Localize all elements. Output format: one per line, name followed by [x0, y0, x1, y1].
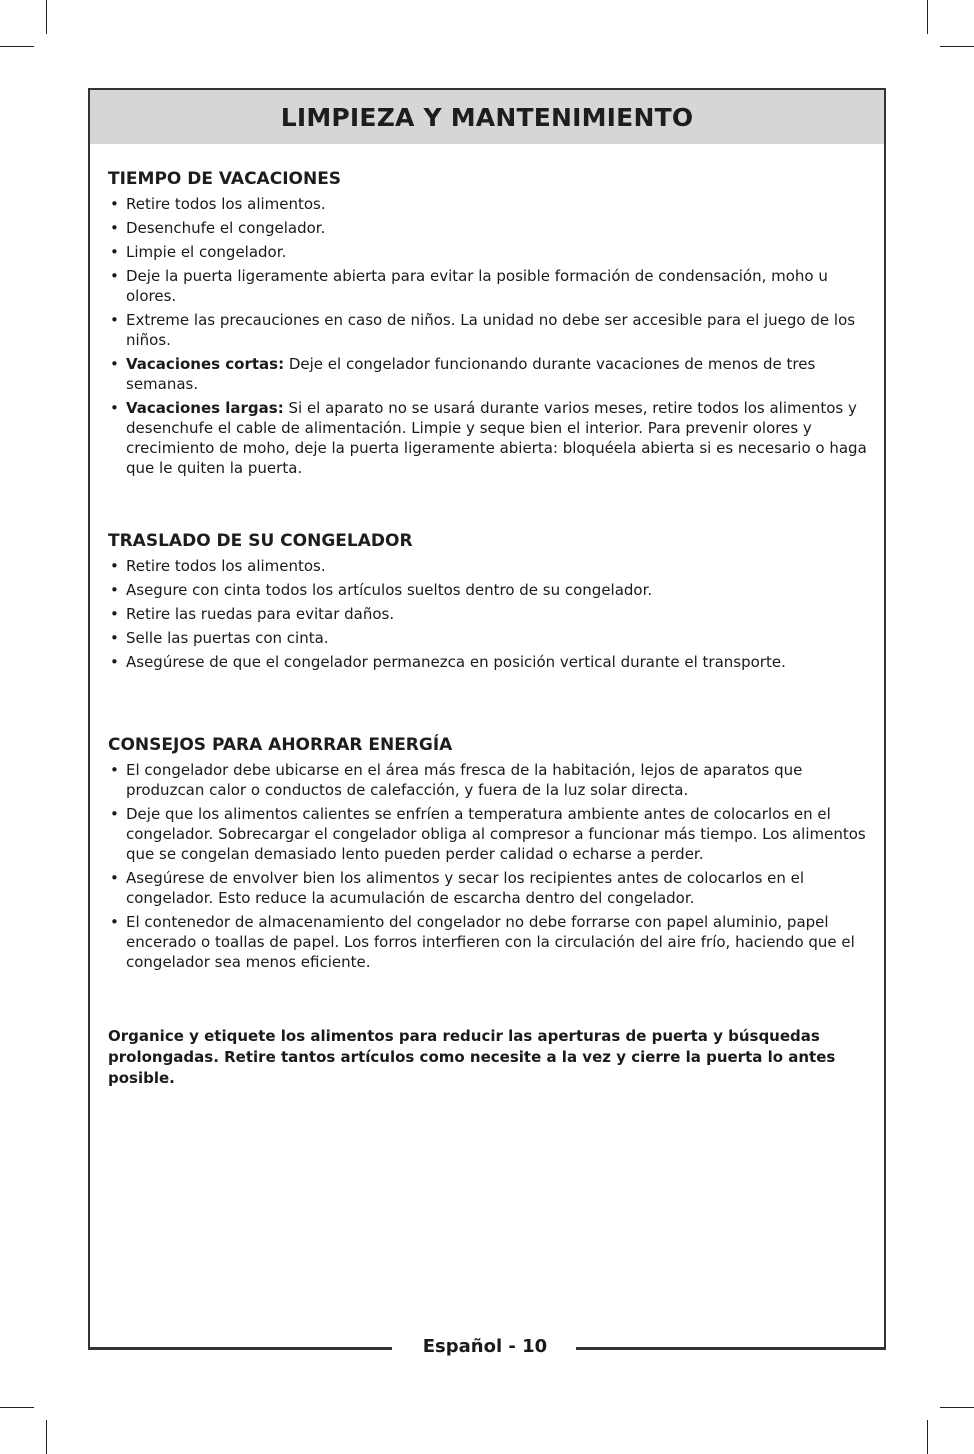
item-text: El congelador debe ubicarse en el área más fresca de la habitación, lejos de aparatos que produzcan calor o conductos de calefacción, y fuera de la luz solar directa.: [126, 761, 803, 799]
item-text: Retire todos los alimentos.: [126, 195, 326, 213]
crop-mark: [46, 0, 47, 34]
crop-mark: [927, 0, 928, 34]
footer-rule-left: [88, 1347, 392, 1350]
section-traslado: [108, 530, 870, 676]
item-text: El contenedor de almacenamiento del congelador no debe forrarse con papel aluminio, papel encerado o toallas de papel. Los forros interfieren con la circulación del aire frío, haciendo que el congelador sea menos eficiente.: [126, 913, 855, 971]
item-lead: Vacaciones cortas:: [126, 355, 285, 373]
list-item: [108, 556, 870, 576]
item-text: Selle las puertas con cinta.: [126, 629, 329, 647]
list-item: [108, 398, 870, 478]
section-heading: CONSEJOS PARA AHORRAR ENERGÍA: [108, 735, 453, 755]
page-title: LIMPIEZA Y MANTENIMIENTO: [280, 102, 694, 132]
list-item: [108, 804, 870, 864]
list-item: [108, 354, 870, 394]
item-lead: Vacaciones largas:: [126, 399, 284, 417]
crop-mark: [0, 1407, 34, 1408]
list-item: [108, 194, 870, 214]
page-frame: [88, 88, 886, 1350]
section-energia: [108, 734, 870, 976]
list-item: [108, 868, 870, 908]
item-text: Retire todos los alimentos.: [126, 557, 326, 575]
bullet-list: [108, 556, 870, 672]
list-item: [108, 580, 870, 600]
crop-mark: [940, 1407, 974, 1408]
list-item: [108, 310, 870, 350]
item-text: Extreme las precauciones en caso de niños. La unidad no debe ser accesible para el juego de los niños.: [126, 311, 856, 349]
list-item: [108, 604, 870, 624]
header-band: [90, 90, 884, 144]
item-text: Deje que los alimentos calientes se enfríen a temperatura ambiente antes de colocarlos en el congelador. Sobrecargar el congelador obliga al compresor a funcionar más tiempo. Los alimentos que se congelan demasiado lento pueden perder calidad o echarse a perder.: [126, 805, 866, 863]
list-item: [108, 652, 870, 672]
item-text: Deje el congelador funcionando durante vacaciones de menos de tres semanas.: [126, 355, 816, 393]
crop-mark: [927, 1420, 928, 1454]
energy-tip: Organice y etiquete los alimentos para reducir las aperturas de puerta y búsquedas prolongadas. Retire tantos artículos como necesite a la vez y cierre la puerta lo antes posible.: [108, 1027, 836, 1087]
section-vacaciones: [108, 168, 870, 482]
list-item: [108, 628, 870, 648]
list-item: [108, 760, 870, 800]
crop-mark: [940, 46, 974, 47]
list-item: [108, 242, 870, 262]
item-text: Asegúrese de envolver bien los alimentos y secar los recipientes antes de colocarlos en el congelador. Esto reduce la acumulación de escarcha dentro del congelador.: [126, 869, 805, 907]
list-item: [108, 218, 870, 238]
bullet-list: [108, 760, 870, 972]
item-text: Desenchufe el congelador.: [126, 219, 326, 237]
crop-mark: [46, 1420, 47, 1454]
list-item: [108, 912, 870, 972]
item-text: Si el aparato no se usará durante varios meses, retire todos los alimentos y desenchufe el cable de alimentación. Limpie y seque bien el interior. Para prevenir olores y crecimiento de moho, deje la puerta ligeramente abierta: bloquéela abierta si es necesario o haga que le quiten la puerta.: [126, 399, 867, 477]
item-text: Limpie el congelador.: [126, 243, 287, 261]
crop-mark: [0, 46, 34, 47]
section-heading: TIEMPO DE VACACIONES: [108, 169, 342, 189]
footer-rule-right: [576, 1347, 886, 1350]
section-heading: TRASLADO DE SU CONGELADOR: [108, 531, 413, 551]
item-text: Asegure con cinta todos los artículos sueltos dentro de su congelador.: [126, 581, 653, 599]
item-text: Asegúrese de que el congelador permanezca en posición vertical durante el transporte.: [126, 653, 786, 671]
item-text: Retire las ruedas para evitar daños.: [126, 605, 395, 623]
page-number: Español - 10: [422, 1336, 548, 1357]
list-item: [108, 266, 870, 306]
item-text: Deje la puerta ligeramente abierta para evitar la posible formación de condensación, moho u olores.: [126, 267, 828, 305]
bullet-list: [108, 194, 870, 478]
